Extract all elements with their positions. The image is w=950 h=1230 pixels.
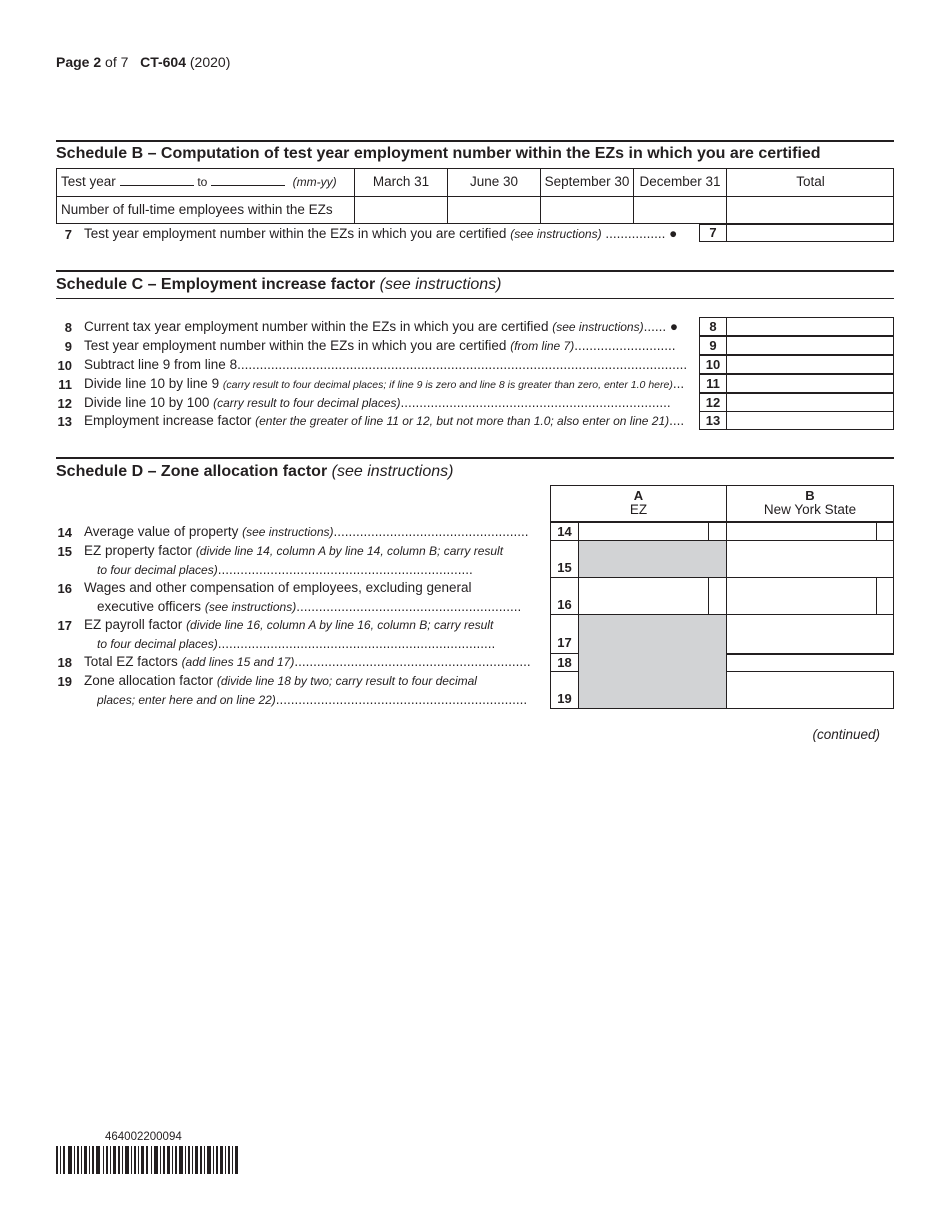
line-18-column-b-blank [726, 653, 894, 672]
page-of: of 7 [105, 54, 129, 70]
column-a-letter: A [633, 488, 644, 503]
line-18-text [84, 654, 546, 669]
line-14-number: 14 [57, 525, 72, 540]
column-b-letter: B [805, 488, 815, 503]
line-12-number: 12 [57, 396, 72, 411]
line-17-text [84, 617, 546, 632]
line-13-text [84, 413, 696, 428]
line-11-note: (carry result to four decimal places; if line 9 is zero and line 8 is greater than zero, enter 1.0 here) [222, 379, 673, 391]
page-header [56, 54, 230, 70]
line-8-dots: ...... [643, 319, 667, 334]
line-8-box-label: 8 [699, 317, 727, 336]
line-19-text-cont [97, 692, 546, 707]
test-year-label: Test year [61, 174, 116, 189]
line-12-text [84, 395, 696, 410]
line-19-column-b-field[interactable] [726, 671, 894, 709]
line-15-text-cont [97, 562, 546, 577]
line-15-column-b-field[interactable] [726, 540, 894, 578]
line-18-label: Total EZ factors [84, 654, 178, 669]
line-15-number: 15 [57, 544, 72, 559]
schedule-c-title-note: (see instructions) [379, 276, 502, 293]
col-header-december: December 31 [639, 174, 721, 189]
line-13-number: 13 [57, 414, 72, 429]
line-12-note: (carry result to four decimal places) [213, 396, 401, 410]
line-9-note: (from line 7) [510, 339, 575, 353]
line-16-note: (see instructions) [204, 600, 297, 614]
line-9-box-label: 9 [699, 336, 727, 355]
line-9-field[interactable] [726, 336, 894, 355]
december-employees-field[interactable] [634, 197, 726, 223]
line-9-number: 9 [64, 339, 72, 354]
line-13-box-label: 13 [699, 411, 727, 430]
line-17-dots: .......................................................................... [217, 636, 496, 651]
line-19-number: 19 [57, 674, 72, 689]
june-employees-field[interactable] [448, 197, 540, 223]
line-8-text: Current tax year employment number within the EZs in which you are certified (see instructions)...... ● [84, 319, 679, 334]
line-11-field[interactable] [726, 374, 894, 393]
line-10-field[interactable] [726, 355, 894, 374]
line-10-label: Subtract line 9 from line 8 [84, 357, 238, 372]
line-14-column-a-divider [708, 522, 709, 541]
september-employees-field[interactable] [541, 197, 633, 223]
schedule-c-title: Schedule C – Employment increase factor [56, 276, 376, 293]
line-10-text [84, 357, 696, 372]
line-7-note: (see instructions) [510, 227, 602, 241]
page-label: Page [56, 54, 90, 70]
column-b-label: New York State [763, 502, 857, 517]
schedule-c-title-wrap [56, 276, 502, 294]
form-id: CT-604 [140, 54, 186, 70]
line-11-dots: ... [672, 376, 685, 391]
schedule-d-title-wrap [56, 463, 453, 481]
barcode-image [56, 1146, 240, 1174]
line-14-column-b-divider [876, 522, 877, 541]
line-12-box-label: 12 [699, 393, 727, 412]
line-8-field[interactable] [726, 317, 894, 336]
line-7-box-label: 7 [699, 224, 727, 242]
line-9-label: Test year employment number within the EZs in which you are certified [84, 338, 507, 353]
line-8-number: 8 [64, 320, 72, 335]
line-14-column-b-field[interactable] [726, 522, 894, 541]
line-7-field[interactable] [726, 224, 894, 242]
line-16-text-cont [97, 599, 546, 614]
line-18-number: 18 [57, 655, 72, 670]
line-7-dots: ................ [605, 226, 666, 241]
line-13-note: (enter the greater of line 11 or 12, but not more than 1.0; also enter on line 21) [255, 414, 670, 428]
schedule-c-top-rule [56, 270, 894, 272]
col-header-march: March 31 [372, 174, 430, 189]
continued-note: (continued) [812, 727, 880, 742]
line-8-note: (see instructions) [552, 320, 644, 334]
line-16-column-b-divider [876, 577, 877, 615]
employees-row-label: Number of full-time employees within the EZs [61, 202, 333, 217]
column-a-outline [578, 540, 727, 709]
line-15-label: EZ property factor [84, 543, 193, 558]
line-13-label: Employment increase factor [84, 413, 252, 428]
total-employees-field[interactable] [727, 197, 894, 223]
line-19-note: (divide line 18 by two; carry result to four decimal [216, 674, 477, 688]
line-17-number: 17 [57, 618, 72, 633]
line-11-number: 11 [58, 377, 72, 392]
line-11-text [84, 376, 696, 391]
line-10-number: 10 [57, 358, 72, 373]
line-15-text [84, 543, 546, 558]
line-10-dots: ........................................................................................................................ [237, 357, 688, 372]
line-14-note: (see instructions) [242, 525, 334, 539]
to-label: to [197, 175, 208, 189]
barcode-number: 464002200094 [105, 1131, 182, 1143]
line-13-field[interactable] [726, 411, 894, 430]
schedule-b-top-rule [56, 140, 894, 142]
line-14-text [84, 524, 546, 539]
line-12-dots: ........................................................................ [400, 395, 671, 410]
line-19-box-label: 19 [550, 671, 579, 709]
line-15-cont: to four decimal places) [97, 563, 218, 577]
line-15-box-label: 15 [550, 540, 579, 578]
line-9-text [84, 338, 696, 353]
test-year-start-field[interactable] [120, 185, 194, 186]
line-7-label: Test year employment number within the EZs in which you are certified [84, 226, 507, 241]
line-11-label: Divide line 10 by line 9 [84, 376, 220, 391]
line-7-number: 7 [64, 227, 72, 242]
line-10-box-label: 10 [699, 355, 727, 374]
page-number: 2 [93, 54, 102, 70]
line-7-text: Test year employment number within the EZs in which you are certified (see instructions) ................ ● [84, 226, 678, 241]
line-16-dots: ............................................................ [296, 599, 522, 614]
line-17-cont: to four decimal places) [97, 637, 218, 651]
line-14-dots: .................................................... [333, 524, 529, 539]
line-12-field[interactable] [726, 393, 894, 412]
line-19-cont: places; enter here and on line 22) [97, 693, 276, 707]
line-18-note: (add lines 15 and 17) [181, 655, 295, 669]
line-9-dots: ........................... [574, 338, 676, 353]
mmyy-label: (mm-yy) [292, 175, 337, 189]
line-17-text-cont [97, 636, 546, 651]
line-14-label: Average value of property [84, 524, 239, 539]
line-19-text [84, 673, 546, 688]
line-14-box-label: 14 [550, 522, 579, 541]
col-header-total: Total [796, 174, 825, 189]
line-16-number: 16 [57, 581, 72, 596]
line-11-box-label: 11 [699, 374, 727, 393]
schedule-c-bottom-rule [56, 298, 894, 299]
line-16-box-label: 16 [550, 577, 579, 615]
col-header-june: June 30 [469, 174, 519, 189]
line-16-text [84, 580, 546, 595]
line-13-dots: .... [669, 413, 685, 428]
schedule-d-title: Schedule D – Zone allocation factor [56, 463, 328, 480]
line-14-column-a-field[interactable] [578, 522, 727, 541]
form-year: (2020) [189, 54, 231, 70]
line-15-dots: .................................................................... [217, 562, 473, 577]
line-19-label: Zone allocation factor [84, 673, 214, 688]
line-19-dots: ................................................................... [275, 692, 528, 707]
col-header-september: September 30 [544, 174, 630, 189]
line-16-label: Wages and other compensation of employees, excluding general [84, 580, 472, 595]
line-17-label: EZ payroll factor [84, 617, 183, 632]
line-16-cont: executive officers [97, 599, 202, 614]
line-15-note: (divide line 14, column A by line 14, column B; carry result [195, 544, 504, 558]
line-12-label: Divide line 10 by 100 [84, 395, 210, 410]
line-16-column-b-field[interactable] [726, 577, 894, 615]
column-a-label: EZ [629, 502, 648, 517]
line-17-column-b-field[interactable] [726, 614, 894, 654]
schedule-b-title: Schedule B – Computation of test year employment number within the EZs in which you are certified [56, 145, 821, 162]
line-17-note: (divide line 16, column A by line 16, column B; carry result [186, 618, 494, 632]
test-year-end-field[interactable] [211, 185, 285, 186]
schedule-d-title-note: (see instructions) [331, 463, 454, 480]
line-17-box-label: 17 [550, 614, 579, 654]
line-18-dots: ............................................................... [294, 654, 531, 669]
line-18-box-label: 18 [550, 653, 579, 672]
march-employees-field[interactable] [355, 197, 447, 223]
line-8-label: Current tax year employment number within the EZs in which you are certified [84, 319, 549, 334]
schedule-d-top-rule [56, 457, 894, 459]
test-year-cell [61, 174, 337, 189]
